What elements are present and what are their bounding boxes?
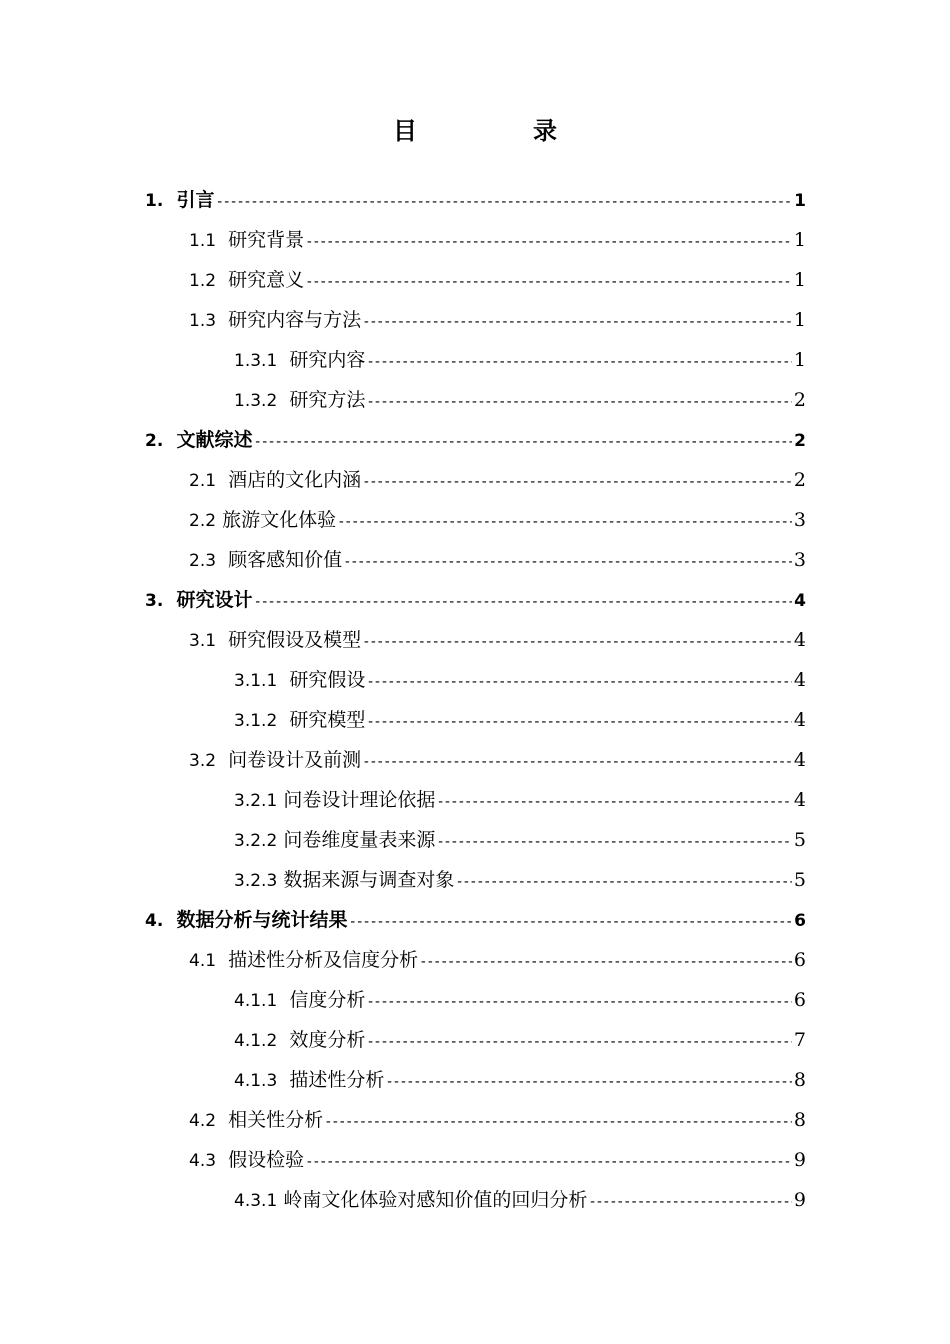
toc-entry[interactable] bbox=[0, 820, 950, 860]
toc-dot-leader bbox=[419, 942, 792, 982]
toc-entry-page: 4 bbox=[793, 629, 806, 651]
toc-entry-page: 4 bbox=[793, 669, 806, 691]
toc-entry-page: 6 bbox=[794, 911, 806, 931]
toc-entry-page: 4 bbox=[793, 749, 806, 771]
toc-entry-title: 研究设计 bbox=[176, 589, 253, 611]
toc-entry-title: 岭南文化体验对感知价值的回归分析 bbox=[283, 1189, 588, 1211]
toc-dot-leader bbox=[366, 702, 792, 742]
toc-entry-number: 3.2 bbox=[189, 751, 217, 771]
toc-entry-spacer bbox=[216, 1140, 228, 1180]
toc-entry-number: 3.1.2 bbox=[234, 711, 278, 731]
toc-entry-title: 问卷设计及前测 bbox=[228, 749, 362, 771]
toc-entry-spacer bbox=[216, 460, 228, 500]
toc-entry[interactable] bbox=[0, 260, 950, 300]
toc-entry[interactable] bbox=[0, 700, 950, 740]
toc-entry-number: 2. bbox=[145, 431, 164, 451]
toc-entry[interactable] bbox=[0, 180, 950, 220]
toc-entry-number: 3. bbox=[145, 591, 164, 611]
toc-entry-title: 研究内容与方法 bbox=[228, 309, 362, 331]
toc-entry-page: 6 bbox=[793, 949, 806, 971]
toc-entry-title: 研究内容 bbox=[289, 349, 366, 371]
toc-entry-title: 文献综述 bbox=[176, 429, 253, 451]
toc-entry-title: 研究意义 bbox=[228, 269, 305, 291]
toc-entry-number: 3.2.1 bbox=[234, 791, 278, 811]
toc-entry[interactable] bbox=[0, 940, 950, 980]
toc-entry-spacer bbox=[277, 1020, 289, 1060]
toc-entry-page: 1 bbox=[793, 309, 806, 331]
toc-entry-title: 旅游文化体验 bbox=[222, 509, 337, 531]
toc-entry-title: 研究假设及模型 bbox=[228, 629, 362, 651]
toc-entry-page: 8 bbox=[793, 1109, 806, 1131]
toc-entry-page: 1 bbox=[794, 191, 806, 211]
toc-entry-page: 9 bbox=[793, 1189, 806, 1211]
toc-entry-page: 4 bbox=[793, 789, 806, 811]
toc-entry-title: 相关性分析 bbox=[228, 1109, 324, 1131]
toc-entry-title: 引言 bbox=[176, 189, 215, 211]
toc-dot-leader bbox=[588, 1182, 792, 1222]
toc-entry-title: 研究背景 bbox=[228, 229, 305, 251]
toc-entry-spacer bbox=[277, 700, 289, 740]
toc-entry-number: 3.2.3 bbox=[234, 871, 278, 891]
toc-entry[interactable] bbox=[0, 580, 950, 620]
toc-entry-spacer bbox=[216, 260, 228, 300]
toc-entry-number: 1.3.2 bbox=[234, 391, 278, 411]
toc-entry-page: 1 bbox=[793, 229, 806, 251]
toc-entry-number: 3.2.2 bbox=[234, 831, 278, 851]
toc-entry-page: 5 bbox=[793, 869, 806, 891]
toc-entry-page: 9 bbox=[793, 1149, 806, 1171]
toc-entry[interactable] bbox=[0, 340, 950, 380]
table-of-contents bbox=[0, 180, 950, 1220]
toc-entry-title: 效度分析 bbox=[289, 1029, 366, 1051]
toc-entry[interactable] bbox=[0, 540, 950, 580]
toc-entry[interactable] bbox=[0, 1020, 950, 1060]
toc-entry[interactable] bbox=[0, 1140, 950, 1180]
toc-entry-spacer bbox=[216, 1100, 228, 1140]
toc-entry[interactable] bbox=[0, 620, 950, 660]
toc-entry-number: 4.1.1 bbox=[234, 991, 278, 1011]
toc-entry-title: 信度分析 bbox=[289, 989, 366, 1011]
toc-entry[interactable] bbox=[0, 380, 950, 420]
toc-entry-number: 3.1 bbox=[189, 631, 217, 651]
toc-dot-leader bbox=[362, 742, 792, 782]
toc-entry[interactable] bbox=[0, 1100, 950, 1140]
toc-dot-leader bbox=[216, 182, 793, 222]
toc-dot-leader bbox=[305, 222, 792, 262]
toc-dot-leader bbox=[366, 662, 792, 702]
toc-entry-page: 1 bbox=[793, 349, 806, 371]
toc-entry-spacer bbox=[216, 740, 228, 780]
toc-entry-number: 4.2 bbox=[189, 1111, 217, 1131]
toc-entry-page: 6 bbox=[793, 989, 806, 1011]
toc-entry-title: 顾客感知价值 bbox=[228, 549, 343, 571]
toc-dot-leader bbox=[436, 782, 792, 822]
toc-entry-number: 2.3 bbox=[189, 551, 217, 571]
toc-entry-spacer bbox=[277, 1060, 289, 1100]
toc-entry-page: 7 bbox=[793, 1029, 806, 1051]
toc-dot-leader bbox=[305, 1142, 792, 1182]
toc-entry-number: 1.3 bbox=[189, 311, 217, 331]
toc-entry[interactable] bbox=[0, 420, 950, 460]
toc-dot-leader bbox=[343, 542, 792, 582]
toc-entry-title: 研究假设 bbox=[289, 669, 366, 691]
toc-entry-spacer bbox=[277, 980, 289, 1020]
toc-entry-spacer bbox=[277, 660, 289, 700]
toc-entry-title: 数据分析与统计结果 bbox=[176, 909, 348, 931]
toc-entry-number: 1.1 bbox=[189, 231, 217, 251]
toc-entry-page: 1 bbox=[793, 269, 806, 291]
toc-dot-leader bbox=[366, 982, 792, 1022]
toc-entry-page: 4 bbox=[793, 709, 806, 731]
toc-entry-number: 4. bbox=[145, 911, 164, 931]
toc-entry-spacer bbox=[163, 580, 176, 620]
toc-entry-spacer bbox=[163, 180, 176, 220]
toc-entry-title: 假设检验 bbox=[228, 1149, 305, 1171]
toc-dot-leader bbox=[366, 342, 792, 382]
toc-dot-leader bbox=[362, 302, 792, 342]
toc-entry-number: 4.1.3 bbox=[234, 1071, 278, 1091]
toc-entry-title: 问卷维度量表来源 bbox=[283, 829, 436, 851]
toc-entry[interactable] bbox=[0, 980, 950, 1020]
toc-entry-title: 问卷设计理论依据 bbox=[283, 789, 436, 811]
toc-entry-page: 5 bbox=[793, 829, 806, 851]
toc-entry-page: 8 bbox=[793, 1069, 806, 1091]
toc-entry-spacer bbox=[277, 380, 289, 420]
toc-entry-number: 4.1 bbox=[189, 951, 217, 971]
page-title: 目 录 bbox=[393, 117, 603, 145]
toc-entry-spacer bbox=[216, 300, 228, 340]
toc-entry-title: 研究方法 bbox=[289, 389, 366, 411]
toc-dot-leader bbox=[337, 502, 792, 542]
toc-dot-leader bbox=[305, 262, 792, 302]
toc-entry[interactable] bbox=[0, 660, 950, 700]
toc-entry-number: 4.3 bbox=[189, 1151, 217, 1171]
toc-entry-title: 描述性分析及信度分析 bbox=[228, 949, 419, 971]
toc-dot-leader bbox=[254, 422, 793, 462]
toc-dot-leader bbox=[362, 462, 792, 502]
toc-entry-page: 2 bbox=[793, 469, 806, 491]
toc-entry-spacer bbox=[163, 420, 176, 460]
toc-entry-number: 1.3.1 bbox=[234, 351, 278, 371]
toc-entry-title: 酒店的文化内涵 bbox=[228, 469, 362, 491]
toc-entry-number: 4.1.2 bbox=[234, 1031, 278, 1051]
toc-dot-leader bbox=[455, 862, 792, 902]
toc-entry-spacer bbox=[216, 620, 228, 660]
toc-entry-number: 1.2 bbox=[189, 271, 217, 291]
toc-entry-spacer bbox=[216, 220, 228, 260]
toc-entry-page: 3 bbox=[793, 509, 806, 531]
toc-entry-number: 1. bbox=[145, 191, 164, 211]
toc-entry-spacer bbox=[216, 940, 228, 980]
toc-entry[interactable] bbox=[0, 1180, 950, 1220]
toc-dot-leader bbox=[362, 622, 792, 662]
toc-entry[interactable] bbox=[0, 740, 950, 780]
toc-entry[interactable] bbox=[0, 300, 950, 340]
toc-dot-leader bbox=[254, 582, 793, 622]
toc-entry-spacer bbox=[277, 340, 289, 380]
toc-entry-number: 2.2 bbox=[189, 511, 217, 531]
toc-dot-leader bbox=[436, 822, 792, 862]
toc-entry-number: 4.3.1 bbox=[234, 1191, 278, 1211]
toc-entry-number: 2.1 bbox=[189, 471, 217, 491]
toc-dot-leader bbox=[366, 1022, 792, 1062]
toc-entry-spacer bbox=[216, 540, 228, 580]
toc-dot-leader bbox=[349, 902, 793, 942]
toc-dot-leader bbox=[324, 1102, 792, 1142]
toc-entry-spacer bbox=[163, 900, 176, 940]
toc-entry-title: 描述性分析 bbox=[289, 1069, 385, 1091]
toc-entry[interactable] bbox=[0, 220, 950, 260]
toc-entry[interactable] bbox=[0, 900, 950, 940]
toc-dot-leader bbox=[385, 1062, 792, 1102]
toc-entry[interactable] bbox=[0, 780, 950, 820]
toc-entry-page: 4 bbox=[794, 591, 806, 611]
toc-entry-page: 3 bbox=[793, 549, 806, 571]
toc-entry-page: 2 bbox=[794, 431, 806, 451]
toc-entry-title: 研究模型 bbox=[289, 709, 366, 731]
toc-entry[interactable] bbox=[0, 500, 950, 540]
toc-entry[interactable] bbox=[0, 860, 950, 900]
toc-entry-number: 3.1.1 bbox=[234, 671, 278, 691]
toc-entry-page: 2 bbox=[793, 389, 806, 411]
toc-entry-title: 数据来源与调查对象 bbox=[283, 869, 455, 891]
toc-entry[interactable] bbox=[0, 1060, 950, 1100]
toc-entry[interactable] bbox=[0, 460, 950, 500]
toc-dot-leader bbox=[366, 382, 792, 422]
